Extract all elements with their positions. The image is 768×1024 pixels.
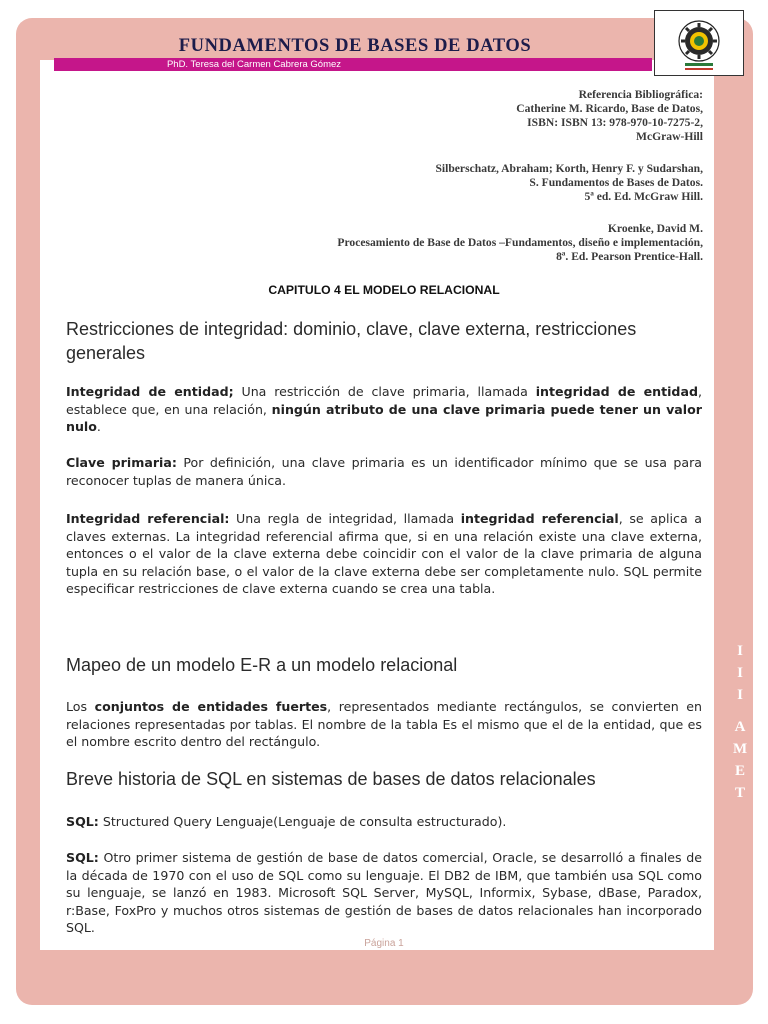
text-run: Los <box>66 699 95 714</box>
institution-logo <box>654 10 744 76</box>
bold-term: Integridad referencial: <box>66 511 230 526</box>
bold-term: integridad de entidad <box>535 384 698 399</box>
bold-term: SQL: <box>66 850 99 865</box>
text-run: . <box>96 419 101 435</box>
bold-term: ningún atributo de una clave primaria puede tener un valor nulo <box>66 401 702 435</box>
bold-term: Clave primaria: <box>66 455 177 470</box>
paragraph-sql-history <box>66 849 702 937</box>
section-heading-integrity: Restricciones de integridad: dominio, clave, clave externa, restricciones generales <box>66 319 637 363</box>
chapter-title: CAPITULO 4 EL MODELO RELACIONAL <box>268 283 500 297</box>
bold-term: Integridad de entidad; <box>66 384 234 399</box>
text-run: , establece que, en una relación, <box>66 384 702 417</box>
side-label-tema: I I I A M E T <box>733 643 748 801</box>
section-heading-sql-history: Breve historia de SQL en sistemas de bases de datos relacionales <box>66 769 596 789</box>
text-run: Por definición, una clave primaria es un identificador mínimo que se usa para reconocer tuplas de manera única. <box>66 455 703 488</box>
bold-term: conjuntos de entidades fuertes <box>94 699 328 714</box>
paragraph-sql-definition <box>66 813 702 831</box>
text-run: , se aplica a claves externas. La integridad referencial afirma que, si en una relación existe una clave externa, entonces o el valor de la clave externa debe coincidir con el valor de la clave primaria de alguna tupla en su relación base, o el valor de la clave externa debe ser completamente nulo. SQL permite especificar restricciones de clave externa cuando se crea una tabla. <box>66 511 703 597</box>
bold-term: SQL: <box>66 814 99 829</box>
paragraph-strong-entities <box>66 698 702 751</box>
text-run: Una regla de integridad, llamada <box>229 511 461 526</box>
reference-2: Silberschatz, Abraham; Korth, Henry F. y Sudarshan, S. Fundamentos de Bases de Datos. 5ª ed. Ed. McGraw Hill. <box>435 162 703 203</box>
text-run: Otro primer sistema de gestión de base de datos comercial, Oracle, se desarrolló a finales de la década de 1970 con el uso de SQL como su lenguaje. El DB2 de IBM, que también usa SQL como su lenguaje, se lanzó en 1983. Microsoft SQL Server, MySQL, Informix, Sybase, dBase, Paradox, r:Base, FoxPro y muchos otros sistemas de gestión de bases de datos relacionales han incorporado SQL. <box>66 850 702 936</box>
text-run: Una restricción de clave primaria, llamada <box>233 384 536 399</box>
reference-3: Kroenke, David M. Procesamiento de Base de Datos –Fundamentos, diseño e implementación, 8ª. Ed. Pearson Prentice-Hall. <box>337 222 703 263</box>
paragraph-referential-integrity <box>66 510 702 598</box>
text-run: Structured Query Lenguaje(Lenguaje de consulta estructurado). <box>98 814 507 829</box>
section-heading-mapping: Mapeo de un modelo E-R a un modelo relacional <box>66 655 458 675</box>
paragraph-primary-key <box>66 454 702 489</box>
bold-term: integridad referencial <box>460 511 619 526</box>
document-title: FUNDAMENTOS DE BASES DE DATOS <box>178 36 532 56</box>
reference-1: Referencia Bibliográfica: Catherine M. Ricardo, Base de Datos, ISBN: ISBN 13: 978-970-10-7275-2, McGraw-Hill <box>516 88 703 143</box>
text-run: , representados mediante rectángulos, se convierten en relaciones representadas por tablas. El nombre de la tabla Es el mismo que el de la entidad, que es el nombre escrito dentro del rectángulo. <box>66 699 702 750</box>
page-number: Página 1 <box>364 938 404 949</box>
author-name: PhD. Teresa del Carmen Cabrera Gómez <box>166 59 342 70</box>
paragraph-entity-integrity <box>66 383 702 436</box>
